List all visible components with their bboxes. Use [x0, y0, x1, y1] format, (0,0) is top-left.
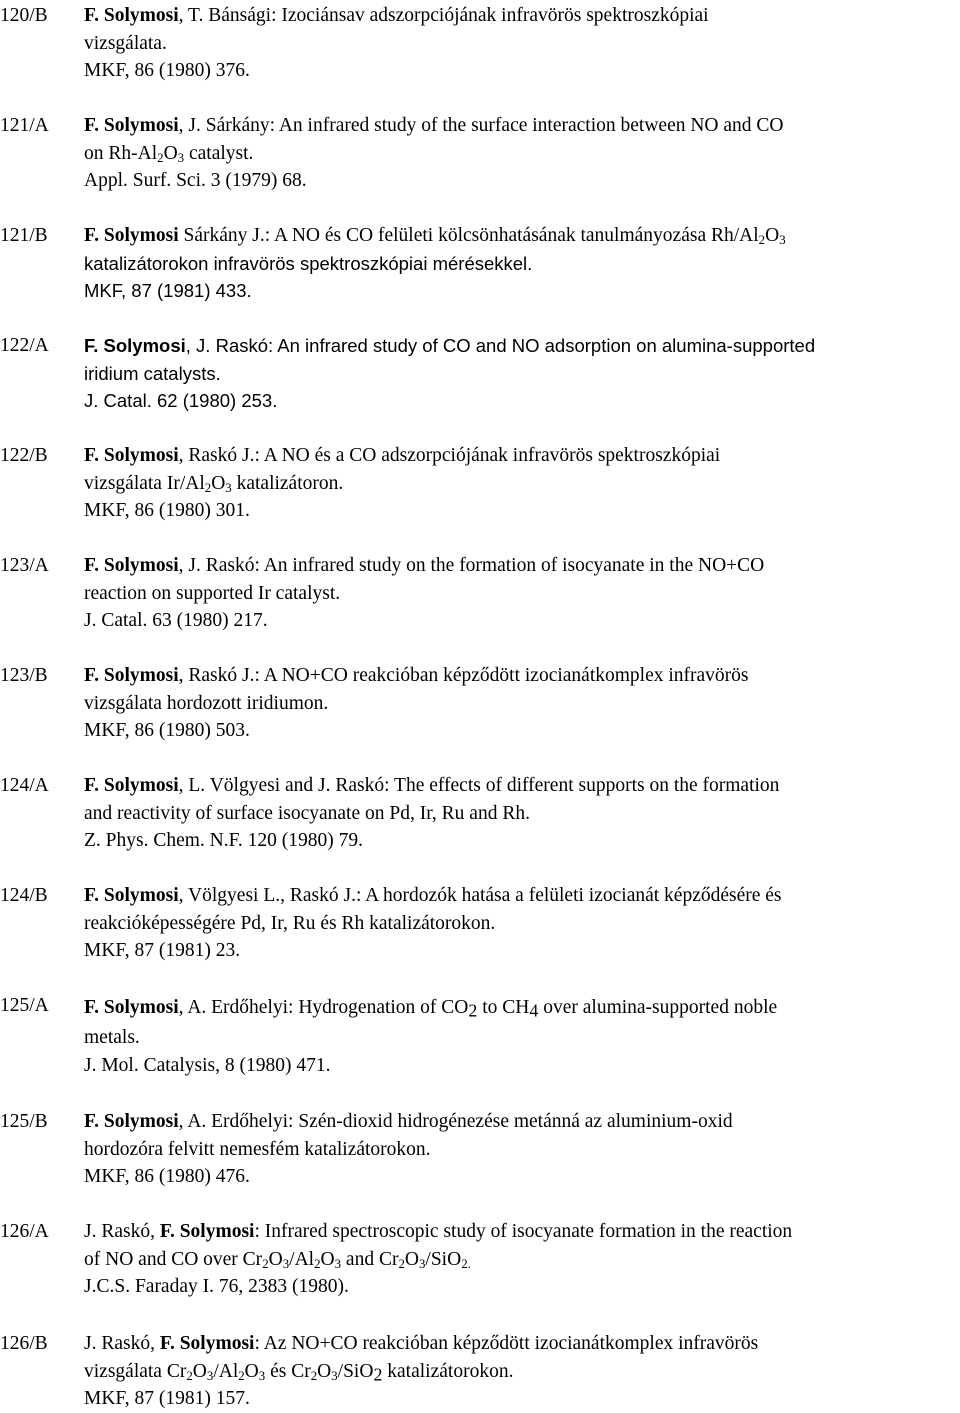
- subscript: 3: [418, 1256, 426, 1271]
- reference-line: [84, 937, 960, 965]
- reference-line: [84, 1136, 960, 1164]
- reference-segment: J.C.S. Faraday I. 76, 2383 (1980).: [84, 1276, 349, 1298]
- reference-segment: O: [268, 1248, 283, 1270]
- reference-line: [84, 1052, 960, 1080]
- reference-line: [84, 1358, 960, 1386]
- reference-segment: Sárkány J.: A NO és CO felületi kölcsönhatásának tanulmányozása Rh/Al: [178, 225, 759, 246]
- reference-line: [84, 690, 960, 718]
- subscript: 3: [779, 233, 786, 248]
- reference-text: [84, 1108, 960, 1191]
- reference-segment: on Rh-Al: [84, 142, 158, 164]
- reference-text: [84, 442, 960, 525]
- reference-number: 123/A: [0, 555, 49, 576]
- author-name: F. Solymosi: [84, 115, 179, 136]
- reference-segment: , Raskó J.: A NO és a CO adszorpciójának infravörös spektroszkópiai: [178, 445, 721, 466]
- reference-segment: J. Catal. 62 (1980) 253.: [84, 390, 278, 412]
- reference-segment: katalizátoron.: [231, 472, 344, 494]
- author-name: F. Solymosi: [159, 1333, 255, 1354]
- reference-line: [84, 717, 960, 745]
- reference-segment: vizsgálata.: [84, 32, 167, 54]
- reference-segment: : Az NO+CO reakcióban képződött izocianátkomplex infravörös: [254, 1333, 759, 1354]
- reference-line: [84, 387, 960, 415]
- reference-line: [84, 772, 960, 800]
- reference-segment: vizsgálata hordozott iridiumon.: [84, 692, 329, 714]
- reference-segment: vizsgálata Cr: [84, 1360, 187, 1382]
- subscript: 2: [373, 1364, 383, 1385]
- subscript: 2: [468, 1000, 478, 1021]
- reference-segment: O: [211, 472, 226, 494]
- reference-text: [84, 112, 960, 195]
- reference-text: [84, 662, 960, 745]
- reference-segment: hordozóra felvitt nemesfém katalizátorokon.: [84, 1138, 431, 1160]
- reference-line: [84, 57, 960, 85]
- reference-line: [84, 1246, 960, 1274]
- reference-segment: /SiO: [425, 1248, 462, 1270]
- reference-segment: O: [320, 1248, 335, 1270]
- subscript: 3: [334, 1256, 342, 1271]
- reference-segment: , J. Raskó: An infrared study on the formation of isocyanate in the NO+CO: [178, 555, 765, 576]
- reference-segment: MKF, 86 (1980) 476.: [84, 1166, 250, 1188]
- reference-line: [84, 607, 960, 635]
- reference-segment: J. Mol. Catalysis, 8 (1980) 471.: [84, 1054, 331, 1076]
- reference-line: [84, 882, 960, 910]
- reference-line: [84, 800, 960, 828]
- reference-text: [84, 882, 960, 965]
- reference-line: [84, 1273, 960, 1301]
- reference-segment: J. Raskó,: [84, 1221, 160, 1242]
- reference-line: [84, 1330, 960, 1358]
- subscript: 3: [331, 1368, 338, 1383]
- reference-line: [84, 497, 960, 525]
- author-name: F. Solymosi: [84, 1111, 179, 1132]
- reference-segment: metals.: [84, 1027, 140, 1048]
- author-name: F. Solymosi: [84, 997, 179, 1018]
- reference-line: [84, 1218, 960, 1246]
- author-name: F. Solymosi: [84, 335, 186, 356]
- author-name: F. Solymosi: [84, 885, 179, 906]
- reference-number: 125/A: [0, 995, 49, 1016]
- reference-line: [84, 112, 960, 140]
- reference-text: [84, 222, 960, 305]
- reference-line: [84, 140, 960, 168]
- reference-segment: O: [317, 1360, 332, 1382]
- reference-line: [84, 1163, 960, 1191]
- reference-segment: J. Raskó,: [84, 1333, 160, 1354]
- reference-segment: , J. Sárkány: An infrared study of the surface interaction between NO and CO: [178, 115, 784, 136]
- reference-line: [84, 552, 960, 580]
- reference-segment: MKF, 86 (1980) 503.: [84, 720, 250, 742]
- reference-text: [84, 332, 960, 415]
- reference-line: [84, 992, 960, 1024]
- reference-line: [84, 222, 960, 250]
- subscript: 2: [262, 1256, 269, 1271]
- reference-segment: O: [163, 142, 178, 164]
- reference-segment: , Raskó J.: A NO+CO reakcióban képződött izocianátkomplex infravörös: [178, 665, 749, 686]
- reference-segment: MKF, 87 (1981) 157.: [84, 1388, 250, 1410]
- reference-line: [84, 1385, 960, 1413]
- subscript: 2: [398, 1256, 405, 1271]
- reference-number: 121/B: [0, 225, 48, 246]
- author-name: F. Solymosi: [84, 555, 179, 576]
- reference-line: [84, 277, 960, 305]
- reference-number: 125/B: [0, 1111, 48, 1132]
- reference-segment: MKF, 87 (1981) 433.: [84, 280, 252, 302]
- subscript: 2: [310, 1368, 318, 1383]
- reference-line: [84, 662, 960, 690]
- reference-line: [84, 2, 960, 30]
- reference-segment: , A. Erdőhelyi: Szén-dioxid hidrogénezése metánná az aluminium-oxid: [178, 1111, 733, 1132]
- author-name: F. Solymosi: [84, 775, 179, 796]
- reference-line: [84, 442, 960, 470]
- reference-line: [84, 30, 960, 58]
- reference-segment: és Cr: [265, 1360, 311, 1382]
- reference-segment: /Al: [289, 1248, 315, 1270]
- subscript: 2: [314, 1256, 321, 1271]
- reference-line: [84, 167, 960, 195]
- reference-segment: catalyst.: [184, 142, 254, 164]
- reference-number: 126/A: [0, 1221, 49, 1242]
- reference-number: 124/A: [0, 775, 49, 796]
- reference-segment: over alumina-supported noble: [538, 997, 778, 1018]
- subscript: 2: [186, 1368, 193, 1383]
- reference-line: [84, 1024, 960, 1052]
- reference-line: [84, 250, 960, 278]
- author-name: F. Solymosi: [84, 5, 179, 26]
- reference-line: [84, 910, 960, 938]
- reference-segment: J. Catal. 63 (1980) 217.: [84, 610, 268, 632]
- reference-segment: /Al: [213, 1360, 239, 1382]
- reference-line: [84, 1108, 960, 1136]
- reference-text: [84, 992, 960, 1079]
- author-name: F. Solymosi: [159, 1221, 255, 1242]
- reference-text: [84, 2, 960, 85]
- reference-number: 123/B: [0, 665, 48, 686]
- reference-line: [84, 827, 960, 855]
- reference-line: [84, 580, 960, 608]
- author-name: F. Solymosi: [84, 665, 179, 686]
- reference-segment: , T. Bánsági: Izociánsav adszorpciójának infravörös spektroszkópiai: [178, 5, 709, 26]
- subscript: 2: [238, 1368, 245, 1383]
- reference-segment: O: [244, 1360, 259, 1382]
- reference-number: 126/B: [0, 1333, 48, 1354]
- reference-segment: iridium catalysts.: [84, 362, 221, 384]
- subscript: 2: [204, 480, 212, 495]
- subscript: 2: [157, 150, 164, 165]
- reference-segment: reakcióképességére Pd, Ir, Ru és Rh katalizátorokon.: [84, 912, 496, 934]
- reference-segment: , L. Völgyesi and J. Raskó: The effects of different supports on the formation: [178, 775, 780, 796]
- reference-segment: reaction on supported Ir catalyst.: [84, 582, 341, 604]
- reference-segment: , Völgyesi L., Raskó J.: A hordozók hatása a felületi izocianát képződésére és: [178, 885, 782, 906]
- reference-segment: O: [765, 225, 780, 246]
- reference-segment: Appl. Surf. Sci. 3 (1979) 68.: [84, 170, 307, 192]
- reference-segment: : Infrared spectroscopic study of isocyanate formation in the reaction: [254, 1221, 793, 1242]
- reference-number: 121/A: [0, 115, 49, 136]
- reference-segment: MKF, 86 (1980) 301.: [84, 500, 250, 522]
- reference-text: [84, 552, 960, 635]
- reference-segment: katalizátorokon.: [382, 1360, 514, 1382]
- reference-text: [84, 1330, 960, 1413]
- subscript: 3: [206, 1368, 214, 1383]
- reference-segment: Z. Phys. Chem. N.F. 120 (1980) 79.: [84, 830, 364, 852]
- reference-segment: /SiO: [337, 1360, 374, 1382]
- reference-number: 122/B: [0, 445, 48, 466]
- reference-segment: and Cr: [341, 1248, 399, 1270]
- subscript: 2: [758, 233, 766, 248]
- reference-segment: vizsgálata Ir/Al: [84, 472, 205, 494]
- author-name: F. Solymosi: [84, 225, 179, 246]
- author-name: F. Solymosi: [84, 445, 179, 466]
- subscript: 3: [177, 150, 185, 165]
- subscript: 2.: [461, 1256, 471, 1271]
- reference-number: 120/B: [0, 5, 48, 26]
- reference-segment: MKF, 87 (1981) 23.: [84, 940, 241, 962]
- reference-segment: katalizátorokon infravörös spektroszkópiai mérésekkel.: [84, 252, 533, 274]
- reference-line: [84, 470, 960, 498]
- reference-number: 122/A: [0, 335, 49, 356]
- reference-segment: and reactivity of surface isocyanate on Pd, Ir, Ru and Rh.: [84, 802, 530, 824]
- subscript: 3: [258, 1368, 266, 1383]
- reference-segment: to CH: [477, 997, 530, 1018]
- reference-segment: O: [404, 1248, 419, 1270]
- subscript: 3: [282, 1256, 290, 1271]
- reference-segment: , J. Raskó: An infrared study of CO and NO adsorption on alumina-supported: [185, 335, 816, 356]
- reference-line: [84, 332, 960, 360]
- reference-text: [84, 1218, 960, 1301]
- reference-segment: O: [192, 1360, 207, 1382]
- reference-segment: of NO and CO over Cr: [84, 1248, 263, 1270]
- subscript: 4: [529, 1000, 539, 1021]
- reference-segment: MKF, 86 (1980) 376.: [84, 60, 250, 82]
- reference-line: [84, 360, 960, 388]
- subscript: 3: [225, 480, 232, 495]
- reference-segment: , A. Erdőhelyi: Hydrogenation of CO: [178, 997, 469, 1018]
- reference-text: [84, 772, 960, 855]
- reference-number: 124/B: [0, 885, 48, 906]
